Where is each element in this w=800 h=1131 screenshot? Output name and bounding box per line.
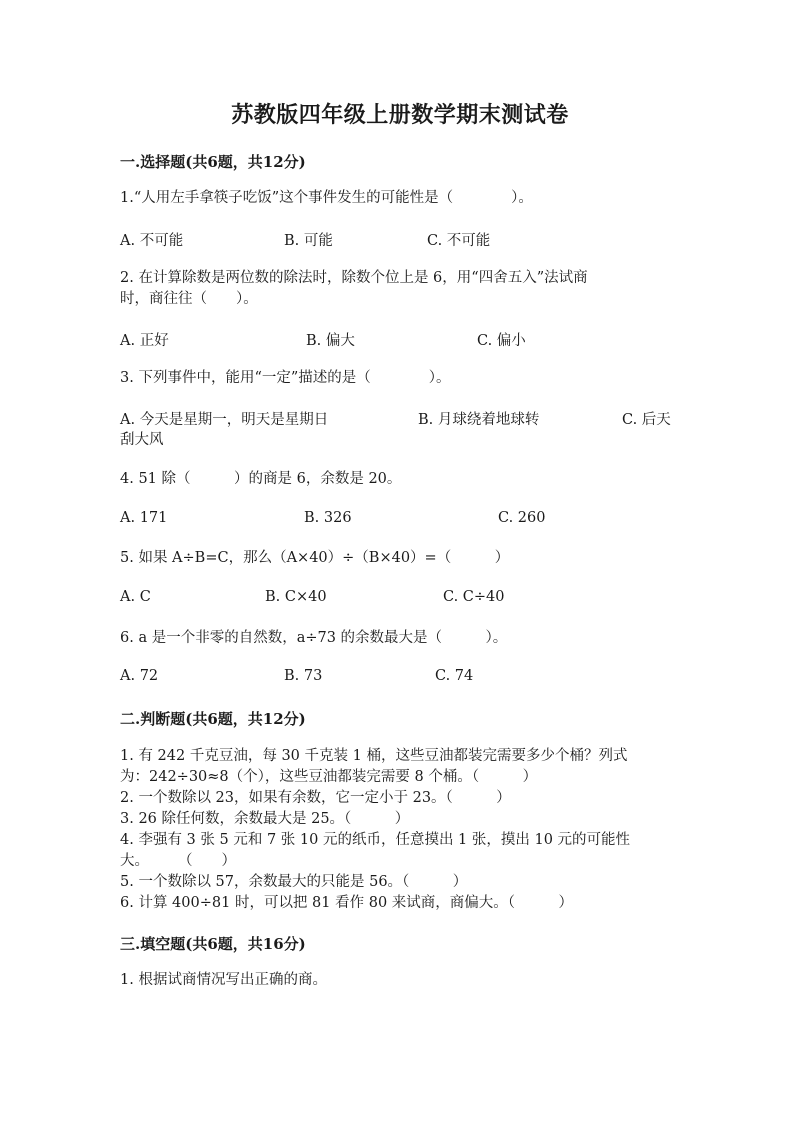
- page-title: 苏教版四年级上册数学期末测试卷: [231, 102, 569, 128]
- option-3c-wrap: 刮大风: [120, 432, 164, 448]
- option-1a: A. 不可能: [120, 233, 184, 249]
- option-3a: A. 今天是星期一，明天是星期日: [120, 412, 329, 428]
- option-6c: C. 74: [435, 668, 474, 684]
- option-1c: C. 不可能: [427, 233, 491, 249]
- judge-line: 6. 计算 400÷81 时，可以把 81 看作 80 来试商，商偏大。（ ）: [120, 895, 574, 911]
- judge-line: 为：242÷30≈8（个），这些豆油都装完需要 8 个桶。（ ）: [120, 769, 538, 785]
- section-heading-fill: 三.填空题(共6题，共16分): [120, 935, 306, 953]
- question-fill-1: 1. 根据试商情况写出正确的商。: [120, 972, 327, 988]
- option-2b: B. 偏大: [306, 333, 355, 349]
- option-1b: B. 可能: [284, 233, 333, 249]
- option-6a: A. 72: [120, 668, 159, 684]
- judge-line: 2. 一个数除以 23，如果有余数，它一定小于 23。（ ）: [120, 790, 511, 806]
- option-4b: B. 326: [304, 510, 352, 526]
- question-choice-3: 3. 下列事件中，能用“一定”描述的是（ ）。: [120, 370, 451, 386]
- option-4c: C. 260: [498, 510, 546, 526]
- judge-line: 1. 有 242 千克豆油，每 30 千克装 1 桶，这些豆油都装完需要多少个桶？列式: [120, 748, 628, 764]
- judge-line: 大。 （ ）: [120, 853, 236, 869]
- option-5a: A. C: [120, 589, 151, 605]
- option-3c: C. 后天: [622, 412, 671, 428]
- section-heading-judge: 二.判断题(共6题，共12分): [120, 710, 306, 728]
- option-2a: A. 正好: [120, 333, 169, 349]
- option-5c: C. C÷40: [443, 589, 505, 605]
- option-5b: B. C×40: [265, 589, 327, 605]
- question-choice-2-line2: 时，商往往（ ）。: [120, 291, 258, 307]
- question-choice-2-line1: 2. 在计算除数是两位数的除法时，除数个位上是 6，用“四舍五入”法试商: [120, 270, 588, 286]
- question-choice-5: 5. 如果 A÷B=C，那么（A×40）÷（B×40）=（ ）: [120, 550, 510, 566]
- question-choice-1: 1.“人用左手拿筷子吃饭”这个事件发生的可能性是（ ）。: [120, 190, 533, 206]
- option-6b: B. 73: [284, 668, 323, 684]
- option-2c: C. 偏小: [477, 333, 526, 349]
- option-3b: B. 月球绕着地球转: [418, 412, 540, 428]
- question-choice-6: 6. a 是一个非零的自然数，a÷73 的余数最大是（ ）。: [120, 630, 508, 646]
- section-heading-choice: 一.选择题(共6题，共12分): [120, 153, 306, 171]
- option-4a: A. 171: [120, 510, 168, 526]
- question-choice-4: 4. 51 除（ ）的商是 6，余数是 20。: [120, 471, 402, 487]
- judge-line: 3. 26 除任何数，余数最大是 25。（ ）: [120, 811, 410, 827]
- judge-line: 5. 一个数除以 57，余数最大的只能是 56。（ ）: [120, 874, 468, 890]
- judge-line: 4. 李强有 3 张 5 元和 7 张 10 元的纸币，任意摸出 1 张，摸出 10 元的可能性: [120, 832, 631, 848]
